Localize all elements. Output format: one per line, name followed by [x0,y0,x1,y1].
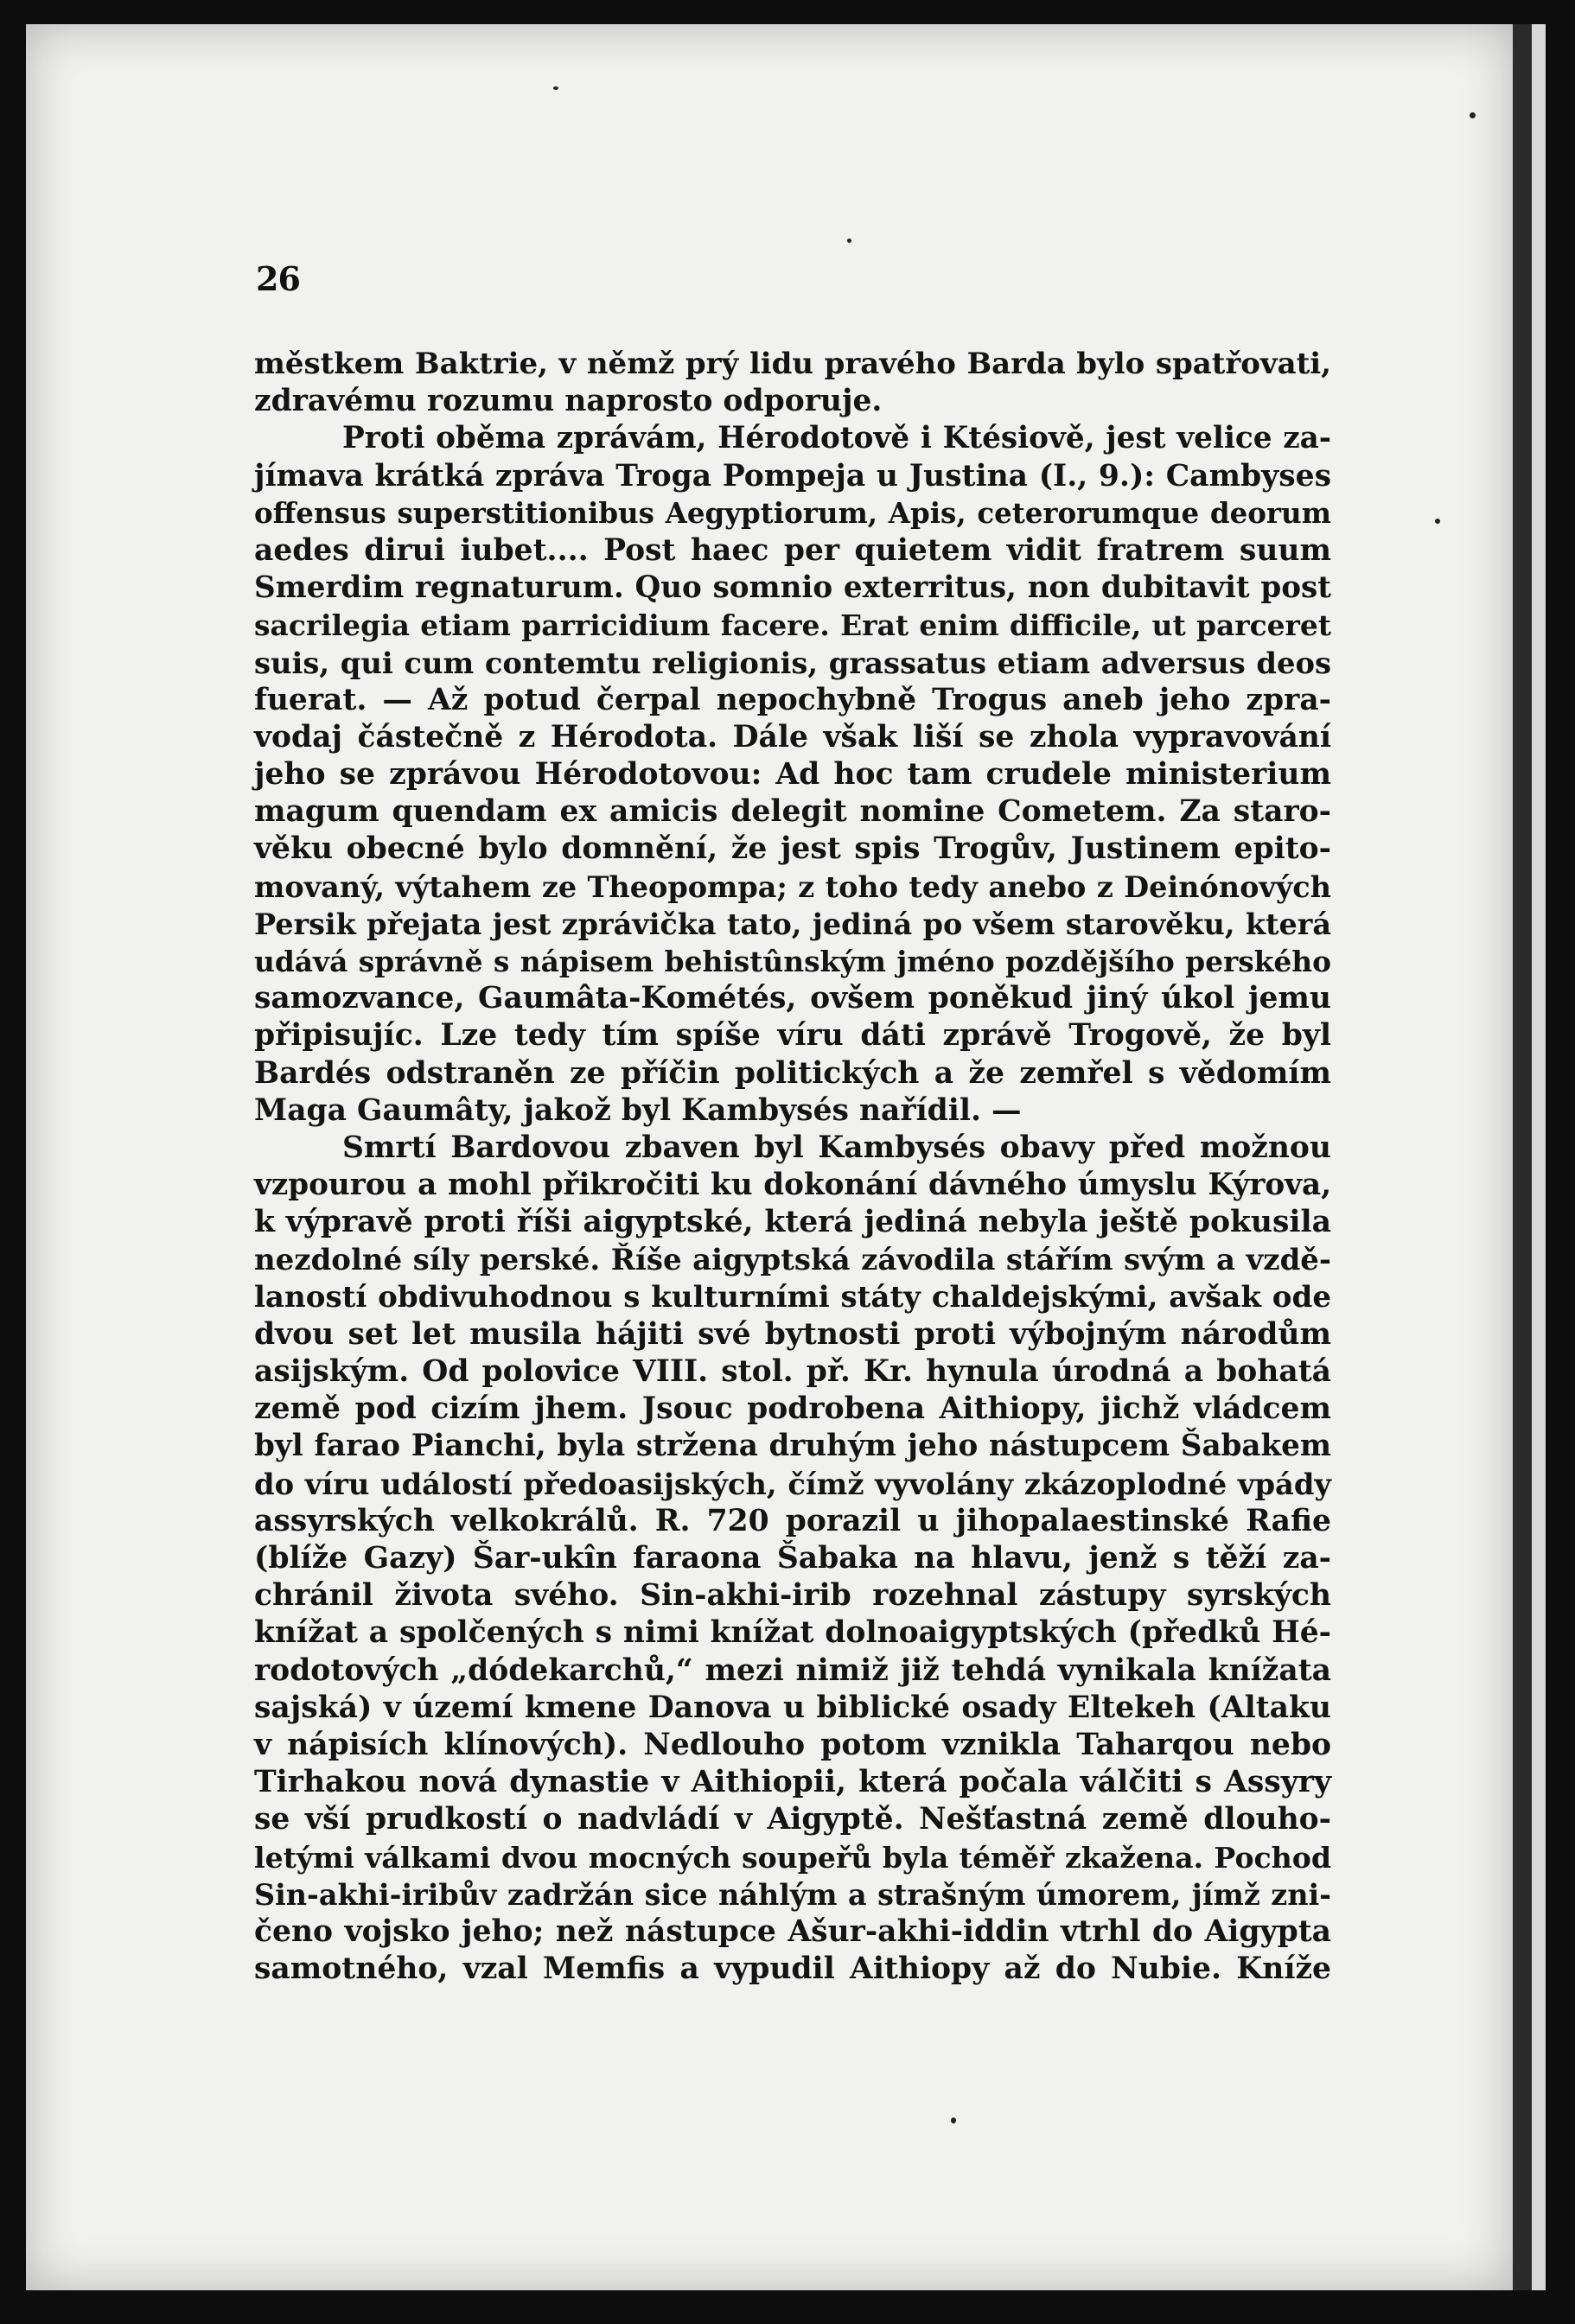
scan-speck [1470,112,1476,118]
body-text [254,346,1331,1988]
text-line: připisujíc. Lze tedy tím spíše víru dáti zprávě Trogově, že byl [254,1018,1331,1054]
text-line: čeno vojsko jeho; než nástupce Ašur-akhi-iddin vtrhl do Aigypta [254,1913,1331,1949]
text-line: vodaj částečně z Hérodota. Dále však liší se zhola vypravování [254,719,1331,755]
text-line: zdravému rozumu naprosto odporuje. [254,384,883,419]
page-edge-shadow [1513,24,1532,2290]
text-line: laností obdivuhodnou s kulturními státy chaldejskými, avšak ode [254,1279,1331,1315]
text-line: Persik přejata jest zprávička tato, jediná po všem starověku, která [254,907,1331,941]
text-line: Maga Gaumâty, jakož byl Kambysés nařídil. — [254,1092,1022,1128]
text-line: chránil života svého. Sin-akhi-irib rozehnal zástupy syrských [254,1578,1331,1614]
text-line: do víru událostí předoasijských, čímž vyvolány zkázoplodné vpády [254,1466,1331,1501]
text-line: země pod cizím jhem. Jsouc podrobena Aithiopy, jichž vládcem [254,1391,1331,1427]
text-line: fuerat. — Až potud čerpal nepochybně Trogus aneb jeho zpra- [254,682,1331,717]
text-line: městkem Baktrie, v němž prý lidu pravého Barda bylo spatřovati, [254,347,1331,381]
text-line: sajská) v území kmene Danova u biblické osady Eltekeh (Altaku [254,1690,1331,1725]
page-number: 26 [256,259,300,298]
text-line: jeho se zprávou Hérodotovou: Ad hoc tam crudele ministerium [254,757,1331,793]
text-line: Tirhakou nová dynastie v Aithiopii, která počala válčiti s Assyry [254,1765,1331,1800]
text-line: assyrských velkokrálů. R. 720 porazil u jihopalaestinské Rafie [254,1503,1331,1538]
scan-speck [847,239,851,243]
text-line: movaný, výtahem ze Theopompa; z toho tedy anebo z Deinónových [254,869,1331,904]
scan-speck [553,86,558,90]
text-line: knížat a spolčených s nimi knížat dolnoaigyptských (předků Hé- [254,1615,1331,1651]
text-line: samozvance, Gaumâta-Kométés, ovšem poněkud jiný úkol jemu [254,981,1331,1016]
text-line: jímava krátká zpráva Troga Pompeja u Justina (I., 9.): Cambyses [254,458,1331,493]
text-line: asijským. Od polovice VIII. stol. př. Kr. hynula úrodná a bohatá [254,1354,1331,1390]
text-line: Bardés odstraněn ze příčin politických a že zemřel s vědomím [254,1055,1331,1091]
text-line: v nápisích klínových). Nedlouho potom vznikla Taharqou nebo [254,1727,1331,1762]
text-line: Sin-akhi-iribův zadržán sice náhlým a strašným úmorem, jímž zni- [254,1877,1331,1912]
text-line: věku obecné bylo domnění, že jest spis Trogův, Justinem epito- [254,831,1331,867]
text-line: rodotových „dódekarchů,“ mezi nimiž již tehdá vynikala knížata [254,1652,1331,1688]
scan-speck [1435,519,1440,524]
text-line: (blíže Gazy) Šar-ukîn faraona Šabaka na hlavu, jenž s těží za- [254,1541,1331,1576]
text-line: Smrtí Bardovou zbaven byl Kambysés obavy před možnou [342,1130,1331,1165]
text-line: sacrilegia etiam parricidium facere. Erat enim difficile, ut parceret [254,608,1331,643]
scan-speck [951,2117,956,2123]
text-line: Smerdim regnaturum. Quo somnio exterritus, non dubitavit post [254,570,1331,606]
text-line: Proti oběma zprávám, Hérodotově i Ktésiově, jest velice za- [342,421,1331,456]
text-line: suis, qui cum contemtu religionis, grassatus etiam adversus deos [254,645,1331,680]
text-line: vzpourou a mohl přikročiti ku dokonání dávného úmyslu Kýrova, [254,1168,1331,1203]
text-line: offensus superstitionibus Aegyptiorum, Apis, ceterorumque deorum [254,496,1331,530]
text-line: letými válkami dvou mocných soupeřů byla téměř zkažena. Pochod [254,1840,1331,1875]
text-line: nezdolné síly perské. Říše aigyptská závodila stářím svým a vzdě- [254,1242,1331,1277]
text-line: aedes dirui iubet.... Post haec per quietem vidit fratrem suum [254,532,1331,568]
text-line: se vší prudkostí o nadvládí v Aigyptě. Nešťastná země dlouho- [254,1802,1331,1837]
text-line: samotného, vzal Memfis a vypudil Aithiopy až do Nubie. Kníže [254,1952,1331,1987]
text-line: byl farao Pianchi, byla stržena druhým jeho nástupcem Šabakem [254,1429,1331,1464]
text-line: magum quendam ex amicis delegit nomine Cometem. Za staro- [254,794,1331,830]
text-line: k výpravě proti říši aigyptské, která jediná nebyla ještě pokusila [254,1205,1331,1240]
page-edge [1532,24,1546,2290]
text-line: udává správně s nápisem behistûnským jméno pozdějšího perského [254,945,1331,978]
text-line: dvou set let musila hájiti své bytnosti proti výbojným národům [254,1316,1331,1352]
